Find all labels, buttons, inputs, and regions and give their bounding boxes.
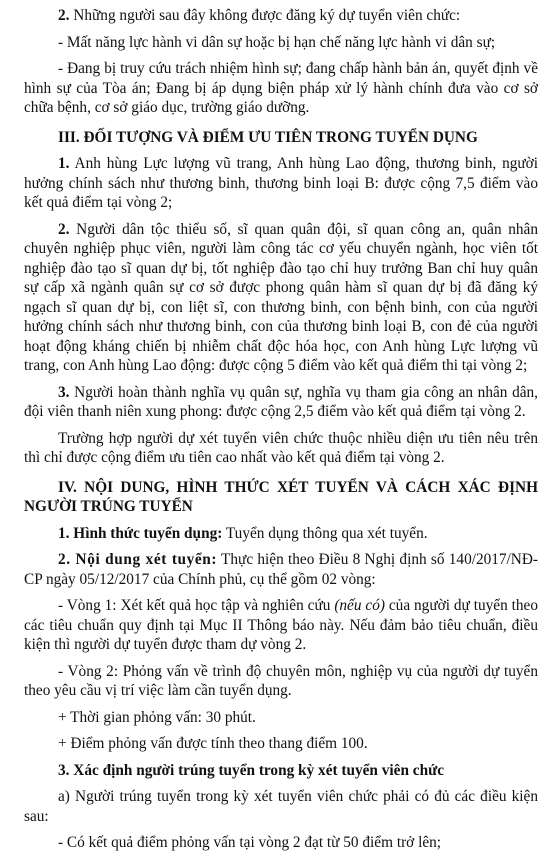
paragraph-priority-3: [24, 383, 538, 422]
paragraph-round-1: [24, 596, 538, 655]
item-number: 3.: [58, 383, 70, 401]
paragraph-recruitment-form: [24, 524, 538, 544]
italic-note: (nếu có): [334, 597, 385, 614]
paragraph-winner-conditions: a) Người trúng tuyển trong kỳ xét tuyển viên chức phải có đủ các điều kiện sau:: [24, 788, 538, 825]
paragraph-text: Những người sau đây không được đăng ký dự tuyển viên chức:: [69, 7, 461, 24]
paragraph-recruitment-content: [24, 550, 538, 589]
paragraph-text: Người dân tộc thiểu số, sĩ quan quân đội, sĩ quan công an, quân nhân chuyên nghiệp phục viên, người làm công tác cơ yếu chuyển ngành, học viên tốt nghiệp đào tạo sĩ quan dự bị, tốt nghiệp đào tạo chỉ huy trưởng Ban chỉ huy quân sự cấp xã ngành quân sự cơ sở được phong quân hàm sĩ quan dự bị đã đăng ký ngạch sĩ quan dự bị, con liệt sĩ, con thương binh, con bệnh binh, con của người hưởng chính sách như thương binh, con của thương binh loại B, con đẻ của người hoạt động kháng chiến bị nhiễm chất độc hóa học, con Anh hùng Lực lượng vũ trang, con Anh hùng Lao động: được cộng 5 điểm vào kết quả điểm thi tại vòng 2;: [24, 220, 538, 374]
paragraph-interview-score: + Điểm phỏng vấn được tính theo thang điểm 100.: [58, 735, 368, 752]
paragraph-interview-threshold: - Có kết quả điểm phỏng vấn tại vòng 2 đạt từ 50 điểm trở lên;: [58, 834, 442, 851]
paragraph-text: Thực hiện theo Điều 8 Nghị định số 140/2017/NĐ-CP ngày 05/12/2017 của Chính phủ, cụ thể gồm 02 vòng:: [24, 551, 538, 588]
item-number: 2.: [58, 220, 70, 238]
paragraph-priority-2: [24, 220, 538, 376]
item-number: 2.: [58, 7, 70, 24]
paragraph-text: Tuyển dụng thông qua xét tuyển.: [222, 524, 428, 542]
item-number: 1.: [58, 155, 70, 172]
section-heading-iv: IV. NỘI DUNG, HÌNH THỨC XÉT TUYỂN VÀ CÁCH XÁC ĐỊNH NGƯỜI TRÚNG TUYỂN: [24, 478, 538, 515]
paragraph-criminal-liability: - Đang bị truy cứu trách nhiệm hình sự; đang chấp hành bản án, quyết định về hình sự của Tòa án; Đang bị áp dụng biện pháp xử lý hành chính đưa vào cơ sở chữa bệnh, cơ sở giáo dục, trường giáo dưỡng.: [24, 60, 538, 116]
paragraph-lead: 1. Hình thức tuyển dụng:: [58, 524, 223, 542]
paragraph-text: Anh hùng Lực lượng vũ trang, Anh hùng Lao động, thương binh, người hưởng chính sách như thương binh, thương binh loại B: được cộng 7,5 điểm vào kết quả điểm tại vòng 2;: [24, 155, 538, 211]
paragraph-round-2: - Vòng 2: Phỏng vấn về trình độ chuyên môn, nghiệp vụ của người dự tuyển theo yêu cầu vị trí việc làm cần tuyển dụng.: [24, 662, 538, 699]
paragraph-text: Người hoàn thành nghĩa vụ quân sự, nghĩa vụ tham gia công an nhân dân, đội viên thanh niên xung phong: được cộng 2,5 điểm vào kết quả điểm tại vòng 2.: [24, 383, 538, 420]
subsection-heading-3: [24, 761, 538, 781]
paragraph-text: - Vòng 1: Xét kết quả học tập và nghiên cứu: [58, 597, 335, 614]
paragraph-multiple-priority: Trường hợp người dự xét tuyển viên chức thuộc nhiều diện ưu tiên nêu trên thì chỉ được cộng điểm ưu tiên cao nhất vào kết quả điểm tại vòng 2.: [24, 429, 538, 466]
paragraph-priority-1: [24, 154, 538, 213]
subsection-title: 3. Xác định người trúng tuyển trong kỳ xét tuyển viên chức: [58, 761, 445, 779]
paragraph-lead: 2. Nội dung xét tuyển:: [58, 551, 218, 568]
paragraph-interview-time: + Thời gian phỏng vấn: 30 phút.: [58, 708, 256, 726]
paragraph-ineligible-persons: [24, 6, 538, 26]
section-heading-iii: III. ĐỐI TƯỢNG VÀ ĐIỂM ƯU TIÊN TRONG TUYỂN DỤNG: [58, 128, 478, 146]
paragraph-text: của người dự tuyển theo các tiêu chuẩn quy định tại Mục II Thông báo này. Nếu đảm bảo tiêu chuẩn, điều kiện thì người dự tuyển được tham dự vòng 2.: [24, 597, 538, 653]
paragraph-civil-capacity: - Mất năng lực hành vi dân sự hoặc bị hạn chế năng lực hành vi dân sự;: [58, 33, 496, 51]
